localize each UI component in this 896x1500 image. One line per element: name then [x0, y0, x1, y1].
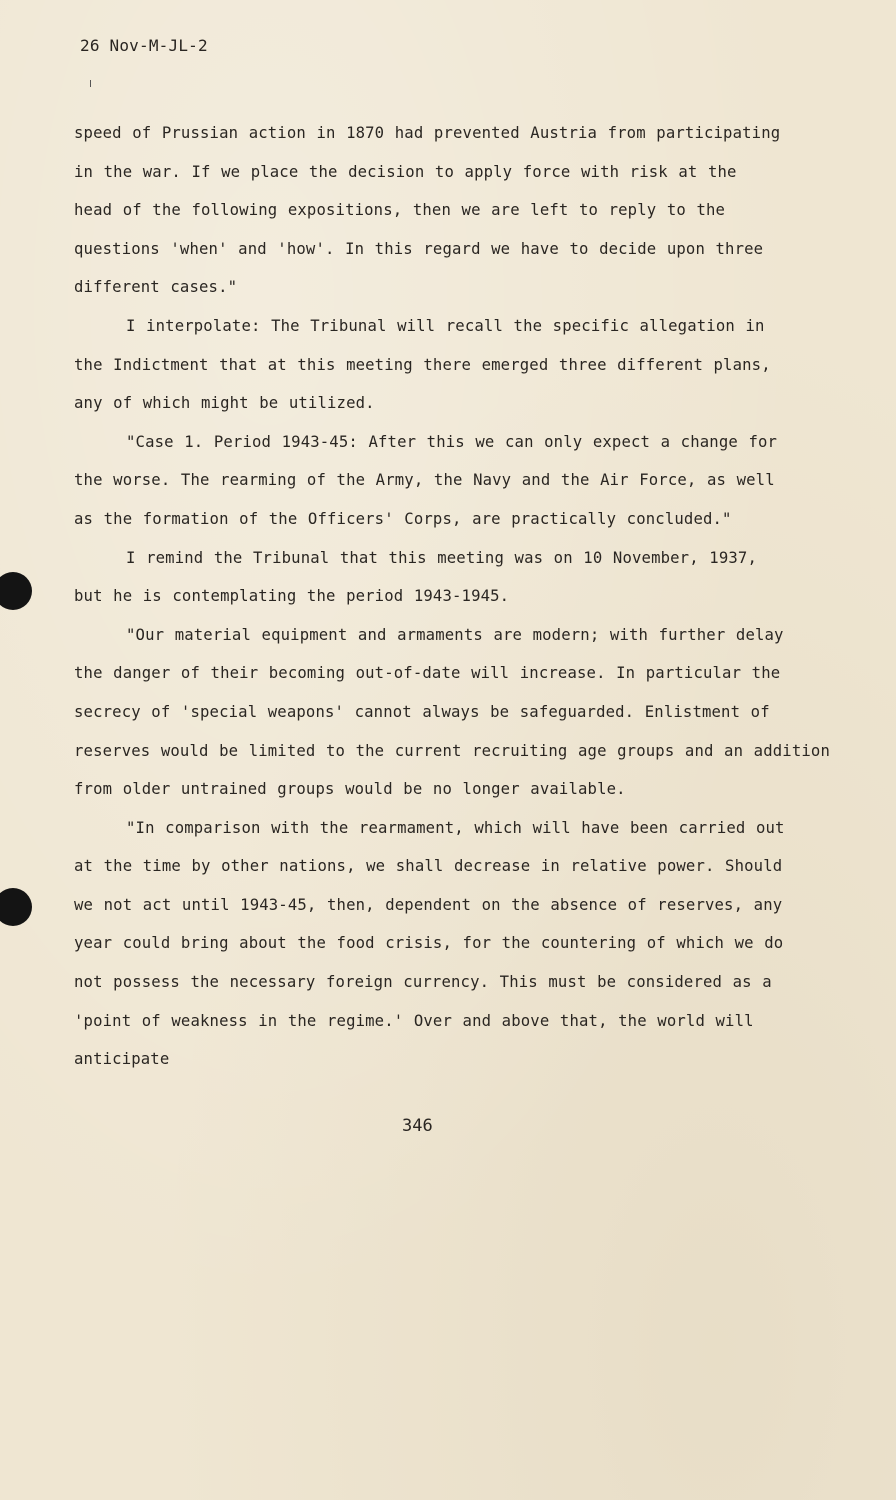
text-line: any of which might be utilized.	[74, 394, 375, 413]
text-line: questions 'when' and 'how'. In this regard we have to decide upon three	[74, 239, 764, 258]
document-body	[74, 114, 844, 1079]
text-line: secrecy of 'special weapons' cannot always be safeguarded. Enlistment of	[74, 702, 770, 721]
binder-hole-bottom	[0, 888, 32, 926]
text-line: 'point of weakness in the regime.' Over and above that, the world will	[74, 1011, 754, 1030]
stray-mark	[90, 80, 91, 87]
page-number: 346	[402, 1116, 433, 1136]
text-line: reserves would be limited to the current recruiting age groups and an addition	[74, 741, 830, 760]
text-line: the worse. The rearming of the Army, the Navy and the Air Force, as well	[74, 471, 775, 490]
document-header: 26 Nov-M-JL-2	[80, 36, 208, 55]
text-line: not possess the necessary foreign currency. This must be considered as a	[74, 973, 772, 992]
text-line: I remind the Tribunal that this meeting was on 10 November, 1937,	[126, 548, 757, 567]
text-line: the Indictment that at this meeting there emerged three different plans,	[74, 355, 771, 374]
text-line: year could bring about the food crisis, for the countering of which we do	[74, 934, 784, 953]
text-line: we not act until 1943-45, then, dependent on the absence of reserves, any	[74, 895, 783, 914]
binder-hole-top	[0, 572, 32, 610]
text-line: head of the following expositions, then we are left to reply to the	[74, 201, 726, 220]
text-line: speed of Prussian action in 1870 had prevented Austria from participating	[74, 124, 781, 142]
text-line: different cases."	[74, 278, 238, 297]
text-line: anticipate	[74, 1050, 170, 1069]
text-line: as the formation of the Officers' Corps, are practically concluded."	[74, 509, 732, 528]
text-line: but he is contemplating the period 1943-1945.	[74, 587, 510, 606]
text-line: "In comparison with the rearmament, which will have been carried out	[126, 818, 785, 837]
text-line: I interpolate: The Tribunal will recall the specific allegation in	[126, 316, 765, 335]
text-line: "Our material equipment and armaments are modern; with further delay	[126, 625, 784, 644]
text-line: at the time by other nations, we shall decrease in relative power. Should	[74, 857, 783, 876]
text-line: from older untrained groups would be no longer available.	[74, 780, 626, 799]
text-line: "Case 1. Period 1943-45: After this we can only expect a change for	[126, 432, 778, 451]
text-line: in the war. If we place the decision to apply force with risk at the	[74, 162, 737, 181]
text-line: the danger of their becoming out-of-date will increase. In particular the	[74, 664, 781, 683]
